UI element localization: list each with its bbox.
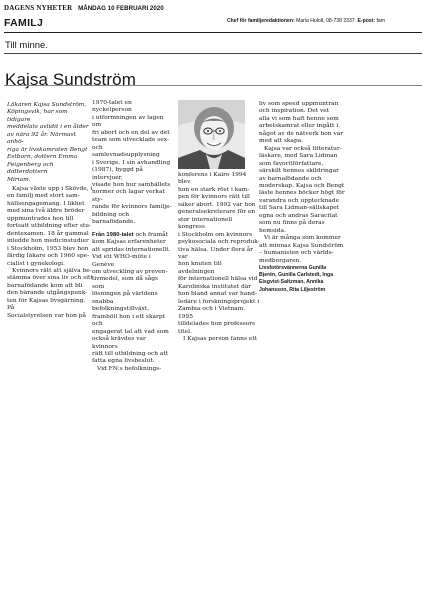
text-line: 1970-talet en nyckelperson (92, 100, 132, 114)
text-line: Kvinnors rätt att själva be- (12, 267, 92, 274)
text-line: ten för Kajsas livsgärning. På (7, 297, 86, 312)
text-line: hemsida. (259, 227, 286, 234)
headline: Kajsa Sundström (5, 70, 136, 90)
email-label: E-post: (357, 18, 376, 24)
text-line: som favoritförfattare, (259, 160, 324, 167)
text-line: fatta egna livsbeslut. (92, 358, 155, 365)
text-line: Miriam. (7, 176, 31, 183)
text-line: säker abort. 1992 var hon (178, 201, 256, 208)
section-header (4, 14, 422, 32)
body-paragraph (259, 235, 347, 265)
text-line: Vid ett WHO-möte i Genève (92, 254, 151, 268)
text-line: Vi är många som kommer (264, 235, 341, 242)
kicker: Till minne. (5, 40, 48, 51)
text-line: I Kajsas person fanns ett (183, 335, 258, 342)
byline-line: Johansson, Rita Liljeström (259, 286, 326, 293)
body-paragraph (92, 366, 172, 373)
text-line: generalsekreterare för en (178, 209, 256, 216)
byline-line: Livsfotörsvännerna Gunilla (259, 264, 327, 271)
text-line: snabba befolkningstillväxt, (92, 298, 150, 313)
text-line: dentexamen. 18 år gammal (7, 230, 89, 237)
text-line: och samlevnadsupplysning (92, 144, 160, 159)
text-line: i utformningen av lagen om (92, 114, 164, 129)
text-line: moderskap. Kajsa och Bengt (259, 182, 345, 189)
text-line: av nära 92 år. Närmast anhö- (7, 131, 76, 146)
text-line: stämma över sina liv och sitt (7, 275, 93, 282)
text-line: egna och andras Saracitat (259, 212, 338, 219)
body-paragraph (259, 101, 347, 146)
masthead-bar (4, 2, 422, 14)
text-line: psykosociala och reproduk- (178, 239, 260, 246)
text-line: riga är livskamraten Bengt (7, 146, 88, 153)
text-line: något av de nätverk hon var (259, 130, 344, 137)
intro-paragraph (7, 102, 93, 184)
text-line: rande för kvinnors familje- (92, 204, 172, 211)
subheading: Från 1980-talet (92, 231, 134, 238)
paper-name: DAGENS NYHETER (4, 4, 73, 12)
byline-line: Eisgvist-Saltzman, Annika (259, 279, 324, 286)
body-paragraph (7, 268, 93, 320)
text-line: att minnas Kajsa Sundström (259, 242, 344, 249)
text-line: kom Kajsas erfarenheter (92, 239, 166, 246)
text-line: fortsatt utbildning efter stu- (7, 223, 92, 230)
portrait-photo (178, 100, 245, 169)
text-line: hon bland annat var hand- (178, 291, 257, 298)
text-line: hon en stark röst i kam- (178, 186, 250, 193)
text-line: en familj med stort sam- (7, 193, 80, 200)
text-line: Läkaren Kajsa Sundström, (7, 102, 87, 108)
text-line: i Stockholm, 1953 blev hon (7, 245, 89, 252)
text-line: hällsengagemang. I likhet (7, 200, 85, 207)
contact-name: Maria Hulolt, 08-738 2337. (294, 18, 358, 24)
text-line: visade hon hur samhällets (92, 181, 171, 188)
text-line: till Sara Lidman-sällskapet (259, 205, 340, 212)
text-line: liv som speed uppmuntran (259, 101, 339, 107)
text-line: varandra och upptecknade (259, 197, 340, 204)
text-line: normer och lagar verkat sty- (92, 189, 165, 203)
text-line: fri abort och en del av det (92, 129, 170, 136)
text-line: läste hennes böcker högt för (259, 190, 345, 197)
byline-line: Bjerén, Gunilla Carlstedt, Inga (259, 272, 334, 279)
body-paragraph (92, 100, 172, 227)
section-title: FAMILJ (4, 17, 44, 29)
text-line: team som utvecklade sex- (92, 137, 169, 144)
byline (259, 265, 347, 294)
portrait-image (178, 100, 245, 169)
contact-label: Chef för familjeredaktionen: (227, 18, 295, 24)
text-line: med att skapa. (259, 138, 304, 145)
text-line: ledare i forskningsprojekt i (178, 298, 260, 305)
text-line: uppmuntrades hon till (7, 215, 74, 222)
article-column-4 (259, 101, 347, 294)
text-line: pen för kvinnors rätt till (178, 194, 250, 201)
text-line: särskilt hennes skildringar (259, 168, 339, 175)
text-line: att spridas internationellt. (92, 246, 171, 253)
text-line: Socialstyrelsen var hon på (7, 312, 87, 319)
text-line: cialist i gynekologi. (7, 260, 65, 267)
text-line: rätt till utbildning och att (92, 350, 169, 357)
text-line: Zambia och i Vietnam. 1995 (178, 306, 246, 320)
text-line: medborgaren. (259, 257, 302, 264)
section-divider (4, 32, 422, 33)
article-column-3 (178, 172, 260, 343)
text-line: för internationell hälsa vid (178, 276, 258, 283)
text-line: tivmedel, som då sågs som (92, 276, 159, 290)
text-line: om utveckling av preven- (92, 268, 168, 275)
text-line: Feigenberg och dotterdottern (7, 161, 54, 176)
text-line: Kajsa var också litteratur- (264, 145, 342, 152)
text-line: färdig läkare och 1960 spe- (7, 253, 90, 260)
text-line: – humanisten och världs- (259, 250, 334, 257)
text-line: (1987), byggd på intervjuer, (92, 167, 143, 181)
text-line: meddelats avlidit i en ålder (7, 124, 89, 131)
headline-divider (4, 85, 422, 86)
editor-contact (227, 18, 385, 24)
text-line: inledde hon medicinstudier (7, 238, 89, 245)
body-paragraph (178, 336, 260, 343)
email-value: fam (375, 18, 385, 24)
text-line: med sina två äldre bröder (7, 208, 85, 215)
text-line: engagerat tal att vad som (92, 328, 169, 335)
article-column-2 (92, 100, 172, 373)
text-line: bildning och barnafödande. (92, 211, 136, 226)
text-line: hon knuten till avdelningen (178, 261, 222, 275)
text-line: Karolinska institutet där (178, 283, 252, 290)
text-line: arbetskamrat eller ingått i (259, 123, 339, 130)
text-line: den bärande utgångspunk- (7, 290, 88, 297)
issue-date: MÅNDAG 10 FEBRUARI 2020 (78, 5, 164, 12)
body-paragraph (7, 186, 93, 268)
text-line: konferens i Kairo 1994 blev (178, 172, 247, 186)
kicker-divider (4, 53, 422, 54)
text-line: av barnafödande och (259, 175, 322, 182)
text-line: Vid FN:s befolknings- (97, 365, 162, 372)
text-line: också krävdes var kvinnors (92, 336, 146, 350)
text-line: stor internationell kongress (178, 216, 233, 231)
text-line: titel. (178, 328, 192, 335)
text-line: i Stockholm om kvinnors (178, 231, 253, 238)
article-column-1 (7, 102, 93, 320)
text-line: lösningen på världens (92, 291, 158, 298)
text-line: Estborn, dottern Emma (7, 154, 78, 161)
text-line: och inspiration. Det vet (259, 108, 330, 115)
text-line: Kajsa växte upp i Skövde, i (12, 185, 93, 192)
body-paragraph (178, 172, 260, 336)
text-line: framhöll hon i ett skarpt och (92, 313, 165, 328)
text-line: tiva hälsa. Under flera år var (178, 246, 254, 260)
text-line: som nu finns på deras (259, 220, 325, 227)
body-paragraph (92, 232, 172, 366)
text-line: i Sverige. I sin avhandling (92, 159, 171, 166)
text-line: och framåt (133, 231, 168, 238)
text-line: alla vi som haft henne som (259, 115, 339, 122)
text-line: Köpingsvik, har som tidigare (7, 109, 68, 123)
text-line: läskare, med Sara Lidman (259, 153, 338, 160)
text-line: barnafödande kom att bli (7, 282, 83, 289)
body-paragraph (259, 146, 347, 235)
text-line: tilldelades hon professors (178, 321, 256, 328)
